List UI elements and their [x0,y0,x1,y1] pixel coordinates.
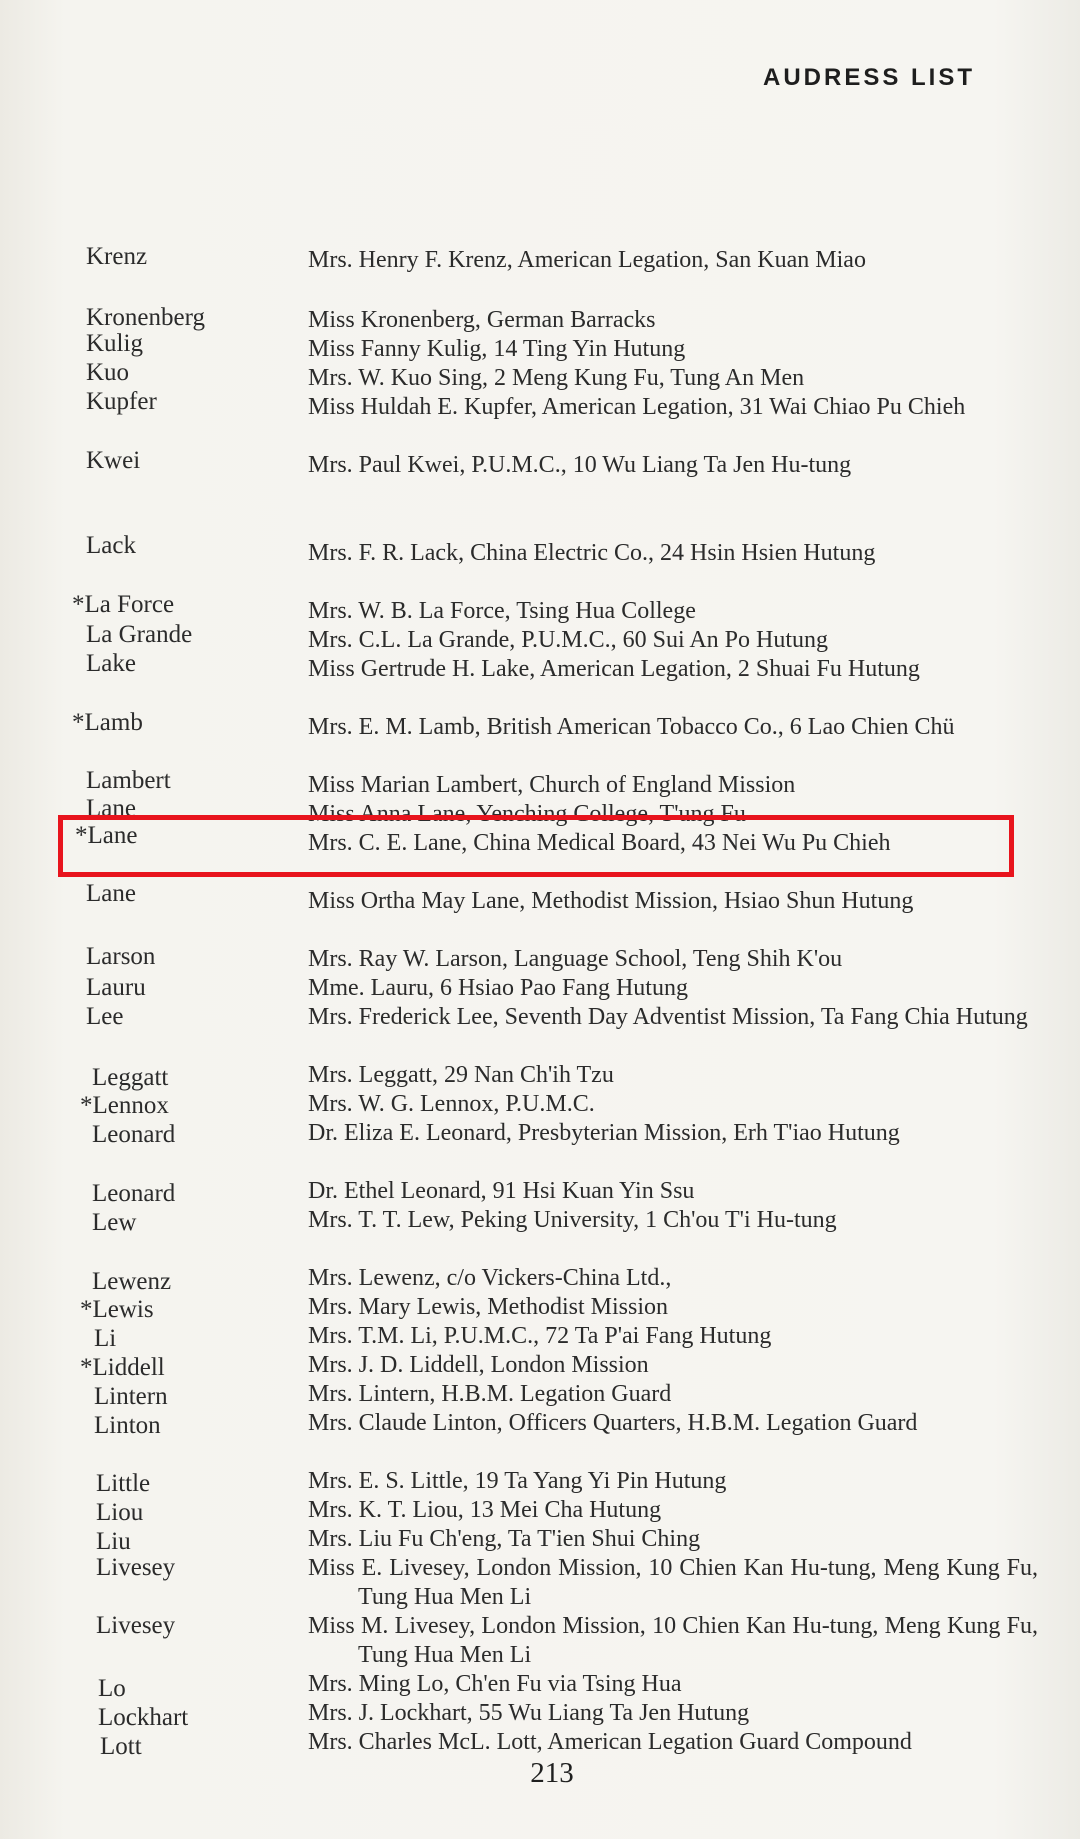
entry-lane-ortha [0,880,1080,945]
entry-surname: Leggatt [92,1064,169,1091]
entry-address: Mrs. Charles McL. Lott, American Legation Guard Compound [308,1729,912,1755]
entry-address: Miss Huldah E. Kupfer, American Legation, 31 Wai Chiao Pu Chieh [308,394,966,420]
page-header: AUDRESS LIST [762,64,975,91]
entry-surname: Lo [98,1675,126,1702]
entry-surname: Kupfer [86,388,157,415]
entry-surname: Lauru [86,974,146,1001]
entry-address: Mrs. Lintern, H.B.M. Legation Guard [308,1381,672,1407]
entry-lamb [0,709,1080,771]
entry-surname: Linton [94,1412,161,1439]
entry-la-grande [0,621,1080,655]
entry-surname: *Lewis [80,1296,154,1323]
entry-lockhart [0,1699,1080,1731]
entry-surname: Lintern [94,1383,168,1410]
entry-address: Mrs. Ray W. Larson, Language School, Teng Shih K'ou [308,946,843,972]
entry-address: Mrs. Ming Lo, Ch'en Fu via Tsing Hua [308,1671,682,1697]
entry-lintern [0,1380,1080,1409]
entry-liu [0,1525,1080,1554]
entry-address: Mrs. W. Kuo Sing, 2 Meng Kung Fu, Tung An Men [308,365,805,391]
entry-surname: Leonard [92,1121,176,1148]
entry-leonard-ethel [0,1177,1080,1206]
entry-li [0,1322,1080,1351]
entry-lane-highlighted [0,822,1080,887]
entry-surname: Lake [86,650,136,677]
entry-surname: Liou [96,1499,144,1526]
entry-krenz [0,243,1080,296]
entry-address: Mrs. J. D. Liddell, London Mission [308,1352,649,1378]
entry-address: Miss E. Livesey, London Mission, 10 Chien Kan Hu-tung, Meng Kung Fu, Tung Hua Men Li [308,1555,1038,1610]
entry-address: Mrs. F. R. Lack, China Electric Co., 24 Hsin Hsien Hutung [308,540,876,566]
entry-surname: Lew [92,1209,137,1236]
entry-kupfer [0,388,1080,451]
entry-larson [0,945,1080,974]
entry-surname: Kuo [86,359,130,386]
entry-surname: Larson [86,943,156,970]
entry-address: Mrs. W. B. La Force, Tsing Hua College [308,598,696,624]
entry-address: Mrs. T.M. Li, P.U.M.C., 72 Ta P'ai Fang Hutung [308,1323,772,1349]
entry-surname: Lane [86,795,136,822]
entry-address: Mrs. Leggatt, 29 Nan Ch'ih Tzu [308,1062,614,1088]
entry-surname: Leonard [92,1180,176,1207]
entry-lee [0,1003,1080,1061]
entry-address: Miss Fanny Kulig, 14 Ting Yin Hutung [308,336,686,362]
entry-surname: Kronenberg [86,304,205,331]
entry-leonard-eliza [0,1119,1080,1177]
entry-address: Mrs. J. Lockhart, 55 Wu Liang Ta Jen Hutung [308,1700,750,1726]
entry-surname: La Grande [86,621,193,648]
entry-address: Mrs. Frederick Lee, Seventh Day Adventist Mission, Ta Fang Chia Hutung [308,1004,1028,1030]
entry-surname: Krenz [86,243,148,270]
entry-surname: Kulig [86,330,143,357]
entry-address: Miss M. Livesey, London Mission, 10 Chien Kan Hu-tung, Meng Kung Fu, Tung Hua Men Li [308,1613,1038,1668]
entry-lewenz [0,1264,1080,1293]
entry-surname: Lane [86,880,136,907]
entry-address: Mrs. W. G. Lennox, P.U.M.C. [308,1091,595,1117]
entry-surname: Lewenz [92,1268,172,1295]
entry-livesey-e [0,1554,1080,1612]
entry-kulig [0,330,1080,364]
entry-address: Mrs. E. M. Lamb, British American Tobacco Co., 6 Lao Chien Chü [308,714,955,740]
entry-surname: *Lane [75,822,138,849]
entry-address: Mrs. Henry F. Krenz, American Legation, San Kuan Miao [308,247,866,273]
entry-address: Dr. Eliza E. Leonard, Presbyterian Mission, Erh T'iao Hutung [308,1120,900,1146]
entry-kwei [0,447,1080,509]
entry-surname: *Liddell [80,1354,165,1381]
entry-address: Mrs. Lewenz, c/o Vickers-China Ltd., [308,1265,672,1291]
entry-lauru [0,974,1080,1003]
entry-lewis [0,1293,1080,1322]
entry-address: Mrs. Mary Lewis, Methodist Mission [308,1294,668,1320]
entry-address: Mrs. K. T. Liou, 13 Mei Cha Hutung [308,1497,662,1523]
page-number: 213 [530,1757,574,1789]
entry-address: Miss Anna Lane, Yenching College, T'ung Fu [308,801,746,827]
entry-surname: Little [96,1470,151,1497]
entry-lennox [0,1090,1080,1119]
entry-surname: Lambert [86,767,171,794]
entry-lane-anna [0,795,1080,829]
entry-little [0,1467,1080,1496]
entry-address: Miss Gertrude H. Lake, American Legation, 2 Shuai Fu Hutung [308,656,920,682]
entry-surname: *Lamb [72,709,143,736]
entry-surname: *Lennox [80,1092,169,1119]
entry-address: Mrs. C.L. La Grande, P.U.M.C., 60 Sui An Po Hutung [308,627,829,653]
entry-surname: Lee [86,1003,124,1030]
entry-address: Mrs. Claude Linton, Officers Quarters, H.B.M. Legation Guard [308,1410,918,1436]
entry-address: Mrs. E. S. Little, 19 Ta Yang Yi Pin Hutung [308,1468,727,1494]
entry-address: Mrs. C. E. Lane, China Medical Board, 43 Nei Wu Pu Chieh [308,830,891,856]
entry-kuo [0,359,1080,393]
entry-livesey-m [0,1612,1080,1670]
entry-surname: Lack [86,532,136,559]
entry-address: Mrs. Paul Kwei, P.U.M.C., 10 Wu Liang Ta Jen Hu-tung [308,452,852,478]
entry-address: Miss Ortha May Lane, Methodist Mission, Hsiao Shun Hutung [308,888,914,914]
entry-lambert [0,767,1080,800]
entry-address: Mme. Lauru, 6 Hsiao Pao Fang Hutung [308,975,688,1001]
entry-address: Miss Marian Lambert, Church of England Mission [308,772,796,798]
entry-surname: Liu [96,1528,131,1555]
entry-surname: Livesey [96,1612,176,1639]
entry-lo [0,1670,1080,1702]
entry-lake [0,650,1080,713]
entry-address: Miss Kronenberg, German Barracks [308,307,656,333]
entry-leggatt [0,1061,1080,1090]
entry-surname: Livesey [96,1554,176,1581]
entry-surname: Lott [100,1733,142,1760]
entry-lack [0,532,1080,597]
address-list [0,243,1080,1786]
entry-surname: Li [94,1325,117,1352]
entry-kronenberg [0,306,1080,335]
entry-liou [0,1496,1080,1525]
entry-liddell [0,1351,1080,1380]
entry-address: Mrs. Liu Fu Ch'eng, Ta T'ien Shui Ching [308,1526,701,1552]
entry-surname: *La Force [72,591,175,618]
entry-address: Dr. Ethel Leonard, 91 Hsi Kuan Yin Ssu [308,1178,695,1204]
entry-address: Mrs. T. T. Lew, Peking University, 1 Ch'ou T'i Hu-tung [308,1207,837,1233]
entry-linton [0,1409,1080,1467]
entry-lew [0,1206,1080,1264]
entry-surname: Kwei [86,447,141,474]
entry-surname: Lockhart [98,1704,189,1731]
